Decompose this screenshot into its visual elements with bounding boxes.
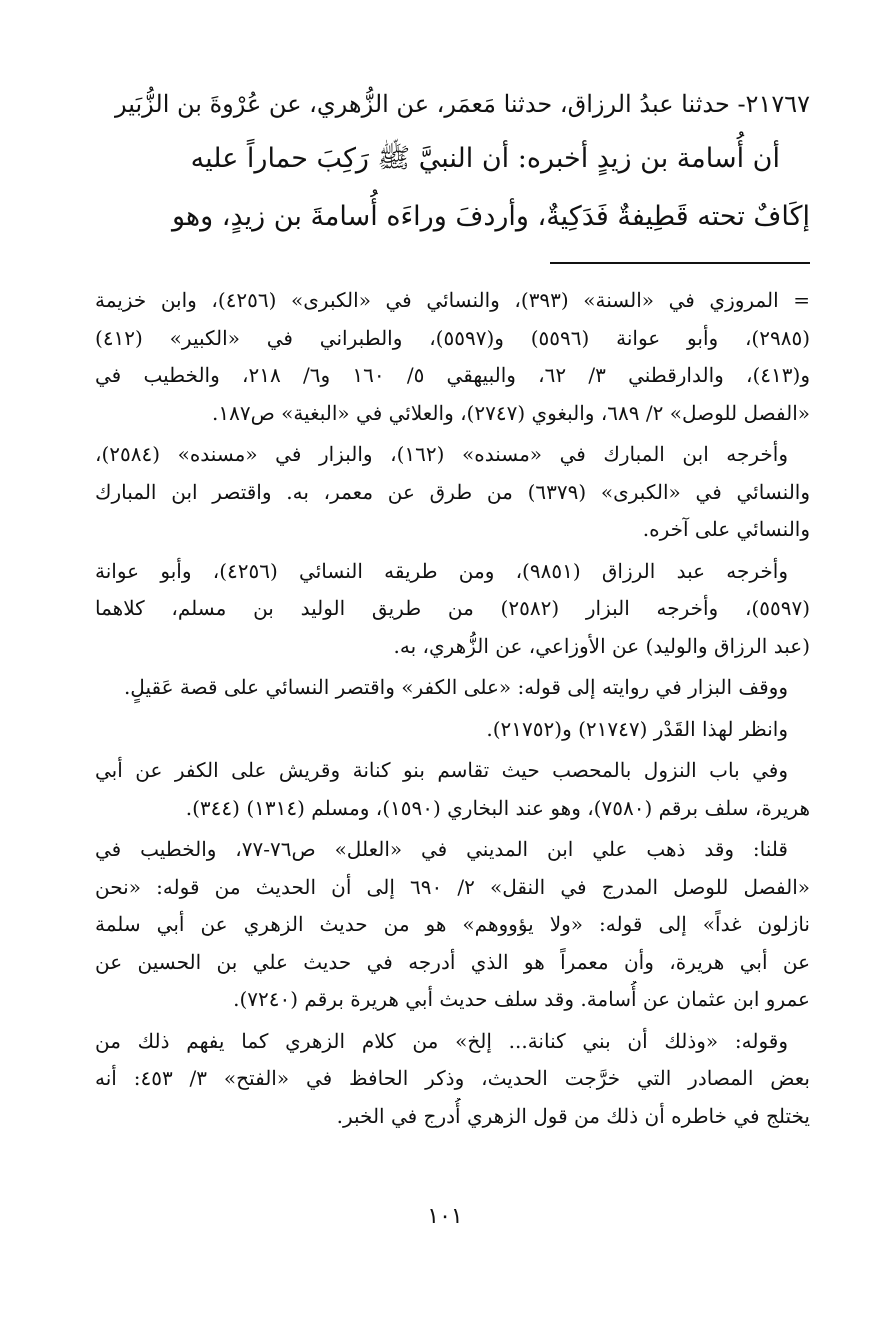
footnote-line: (عبد الرزاق والوليد) عن الأوزاعي، عن الزُّهري، به. (393, 633, 810, 658)
footnote-line: يختلج في خاطره أن ذلك من قول الزهري أُدرج في الخبر. (336, 1103, 810, 1128)
footnote-line: و(٤١٣)، والدارقطني ٣/ ٦٢، والبيهقي ٥/ ١٦٠ و٦/ ٢١٨، والخطيب في (95, 363, 810, 387)
footnote-line: «الفصل للوصل المدرج في النقل» ٢/ ٦٩٠ إلى أن الحديث من قوله: «نحن (95, 874, 810, 899)
page-number: ١٠١ (427, 1204, 463, 1229)
footnote-divider (550, 262, 810, 264)
footnote-line: والنسائي على آخره. (642, 517, 810, 541)
footnote-line: (٥٥٩٧)، وأخرجه البزار (٢٥٨٢) من طريق الوليد بن مسلم، كلاهما (95, 596, 810, 620)
page-body (95, 78, 810, 1139)
footnote-line: عمرو ابن عثمان عن أُسامة. وقد سلف حديث أبي هريرة برقم (٧٢٤٠). (233, 987, 810, 1011)
footnote-line: نازلون غداً» إلى قوله: «ولا يؤووهم» هو من حديث الزهري عن أبي سلمة (95, 912, 810, 936)
footnote-line: قلنا: وقد ذهب علي ابن المديني في «العلل» ص٧٦-٧٧، والخطيب في (95, 837, 788, 861)
footnote-line: وانظر لهذا القَدْر (٢١٧٤٧) و(٢١٧٥٢). (486, 716, 788, 741)
footnote-line: بعض المصادر التي خرَّجت الحديث، وذكر الحافظ في «الفتح» ٣/ ٤٥٣: أنه (95, 1066, 810, 1090)
footnote-line: = المروزي في «السنة» (٣٩٣)، والنسائي في «الكبرى» (٤٢٥٦)، وابن خزيمة (95, 288, 810, 312)
footnote-paragraph (95, 669, 810, 707)
hadith-line: إكَافٌ تحته قَطِيفةٌ فَدَكِيةٌ، وأردفَ وراءَه أُسامةَ بن زيدٍ، وهو (171, 201, 810, 232)
footnote-line: وقوله: «وذلك أن بني كنانة... إلخ» من كلام الزهري كما يفهم ذلك من (95, 1028, 788, 1053)
footnote-paragraph (95, 752, 810, 827)
footnote-paragraph (95, 831, 810, 1019)
footnote-paragraph (95, 1023, 810, 1136)
footnote-line: عن أبي هريرة، وأن معمراً هو الذي أدرجه في حديث علي بن الحسين عن (95, 949, 810, 974)
footnote-line: ووقف البزار في روايته إلى قوله: «على الكفر» واقتصر النسائي على قصة عَقيلٍ. (123, 675, 788, 699)
hadith-line: ٢١٧٦٧- حدثنا عبدُ الرزاق، حدثنا مَعمَر، عن الزُّهري، عن عُرْوةَ بن الزُّبَير (114, 90, 810, 118)
footnote-line: والنسائي في «الكبرى» (٦٣٧٩) من طرق عن معمر، به. واقتصر ابن المبارك (95, 479, 810, 504)
footnote-line: وأخرجه عبد الرزاق (٩٨٥١)، ومن طريقه النسائي (٤٢٥٦)، وأبو عوانة (95, 558, 788, 583)
footnote-line: (٢٩٨٥)، وأبو عوانة (٥٥٩٦) و(٥٥٩٧)، والطبراني في «الكبير» (٤١٢) (95, 325, 810, 350)
footnote-paragraph (95, 711, 810, 749)
footnotes (95, 282, 810, 1135)
footnote-paragraph (95, 436, 810, 549)
hadith-text (95, 78, 810, 246)
footnote-paragraph (95, 282, 810, 432)
footnote-paragraph (95, 553, 810, 666)
hadith-line: أن أُسامة بن زيدٍ أخبره: أن النبيَّ ﷺ رَكِبَ حماراً عليه (190, 143, 780, 174)
footnote-line: هريرة، سلف برقم (٧٥٨٠)، وهو عند البخاري (١٥٩٠)، ومسلم (١٣١٤) (٣٤٤). (185, 795, 810, 820)
footnote-line: وأخرجه ابن المبارك في «مسنده» (١٦٢)، والبزار في «مسنده» (٢٥٨٤)، (95, 442, 789, 466)
footnote-line: وفي باب النزول بالمحصب حيث تقاسم بنو كنانة وقريش على الكفر عن أبي (95, 758, 788, 782)
footnote-line: «الفصل للوصل» ٢/ ٦٨٩، والبغوي (٢٧٤٧)، والعلائي في «البغية» ص١٨٧. (211, 400, 810, 425)
